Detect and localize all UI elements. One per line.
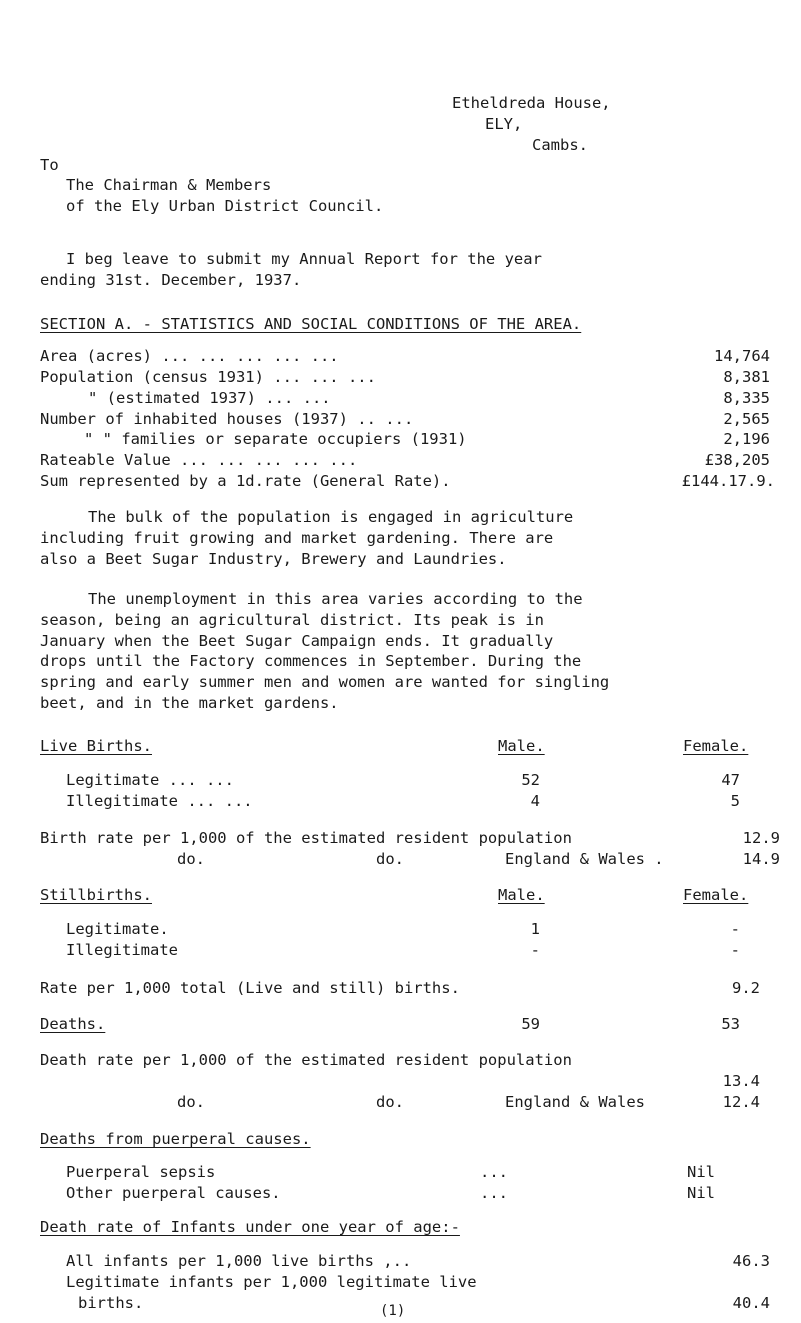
table-row-value: Nil	[687, 1163, 715, 1181]
stillbirths-female-header: Female.	[683, 886, 749, 904]
table-row-label: Illegitimate	[66, 941, 178, 959]
section-a-heading: SECTION A. - STATISTICS AND SOCIAL CONDITIONS OF THE AREA.	[40, 315, 582, 333]
infant-row-value: 46.3	[732, 1252, 770, 1270]
intro-line-1: I beg leave to submit my Annual Report for the year	[66, 250, 542, 268]
table-row-dots: ...	[480, 1184, 508, 1202]
address-line-3: Cambs.	[532, 136, 588, 154]
salutation-line-2: of the Ely Urban District Council.	[66, 197, 384, 215]
table-row-label: Puerperal sepsis	[66, 1163, 216, 1181]
infant-row-label: births.	[78, 1294, 144, 1312]
table-cell-female: -	[730, 920, 740, 938]
ditto-region: England & Wales .	[505, 850, 664, 868]
death-rate-value: 13.4	[722, 1072, 760, 1090]
deaths-male: 59	[521, 1015, 540, 1033]
stillbirths-heading: Stillbirths.	[40, 886, 152, 904]
death-rate-line: Death rate per 1,000 of the estimated resident population	[40, 1051, 572, 1069]
paragraph-line: season, being an agricultural district. Its peak is in	[40, 611, 544, 629]
paragraph-line: beet, and in the market gardens.	[40, 694, 339, 712]
table-row-label: Legitimate.	[66, 920, 169, 938]
paragraph-line: spring and early summer men and women are wanted for singling	[40, 673, 610, 691]
ditto-value: 12.4	[722, 1093, 760, 1111]
stat-value: £144.17.9.	[681, 472, 775, 490]
table-cell-female: 5	[730, 792, 740, 810]
deaths-female: 53	[721, 1015, 740, 1033]
stat-value: 8,381	[723, 368, 770, 386]
ditto-do: do.	[177, 1093, 205, 1111]
ditto-region: England & Wales	[505, 1093, 645, 1111]
table-row-label: Other puerperal causes.	[66, 1184, 281, 1202]
stat-label: Number of inhabited houses (1937) .. ...	[40, 410, 414, 428]
infant-row-label: All infants per 1,000 live births ,..	[66, 1252, 412, 1270]
paragraph-line: The bulk of the population is engaged in agriculture	[88, 508, 574, 526]
salutation-line-1: The Chairman & Members	[66, 176, 272, 194]
stat-value: 2,196	[723, 430, 770, 448]
table-cell-female: -	[730, 941, 740, 959]
paragraph-line: The unemployment in this area varies according to the	[88, 590, 583, 608]
live-births-male-header: Male.	[498, 737, 545, 755]
salutation-to: To	[40, 156, 59, 174]
ditto-do: do.	[376, 1093, 404, 1111]
stat-value: 8,335	[723, 389, 770, 407]
table-row-dots: ...	[480, 1163, 508, 1181]
stat-value: £38,205	[704, 451, 770, 469]
table-cell-male: -	[530, 941, 540, 959]
stat-label: Rateable Value ... ... ... ... ...	[40, 451, 358, 469]
stat-label: Population (census 1931) ... ... ...	[40, 368, 376, 386]
stat-label: Sum represented by a 1d.rate (General Rate).	[40, 472, 451, 490]
paragraph-line: drops until the Factory commences in September. During the	[40, 652, 582, 670]
live-births-female-header: Female.	[683, 737, 749, 755]
page-number: (1)	[380, 1303, 406, 1319]
table-cell-female: 47	[721, 771, 740, 789]
stillbirth-rate-value: 9.2	[732, 979, 760, 997]
stat-label: Area (acres) ... ... ... ... ...	[40, 347, 339, 365]
ditto-value: 14.9	[742, 850, 780, 868]
table-cell-male: 52	[521, 771, 540, 789]
table-cell-male: 1	[530, 920, 540, 938]
table-row-label: Illegitimate ... ...	[66, 792, 253, 810]
stat-value: 14,764	[714, 347, 770, 365]
table-cell-male: 4	[530, 792, 540, 810]
birth-rate-value: 12.9	[742, 829, 780, 847]
infant-row-label: Legitimate infants per 1,000 legitimate live	[66, 1273, 477, 1291]
stat-value: 2,565	[723, 410, 770, 428]
table-row-label: Legitimate ... ...	[66, 771, 234, 789]
infant-row-value: 40.4	[732, 1294, 770, 1312]
stillbirth-rate-label: Rate per 1,000 total (Live and still) births.	[40, 979, 460, 997]
puerperal-heading: Deaths from puerperal causes.	[40, 1130, 311, 1148]
paragraph-line: also a Beet Sugar Industry, Brewery and Laundries.	[40, 550, 507, 568]
ditto-do: do.	[376, 850, 404, 868]
birth-rate-line: Birth rate per 1,000 of the estimated resident population	[40, 829, 572, 847]
address-line-1: Etheldreda House,	[452, 94, 611, 112]
table-row-value: Nil	[687, 1184, 715, 1202]
intro-line-2: ending 31st. December, 1937.	[40, 271, 302, 289]
ditto-do: do.	[177, 850, 205, 868]
stillbirths-male-header: Male.	[498, 886, 545, 904]
stat-label: " " families or separate occupiers (1931)	[84, 430, 467, 448]
infant-deaths-heading: Death rate of Infants under one year of age:-	[40, 1218, 460, 1236]
paragraph-line: including fruit growing and market gardening. There are	[40, 529, 554, 547]
paragraph-line: January when the Beet Sugar Campaign ends. It gradually	[40, 632, 554, 650]
address-line-2: ELY,	[485, 115, 523, 133]
live-births-heading: Live Births.	[40, 737, 152, 755]
deaths-heading: Deaths.	[40, 1015, 106, 1033]
stat-label: " (estimated 1937) ... ...	[88, 389, 331, 407]
